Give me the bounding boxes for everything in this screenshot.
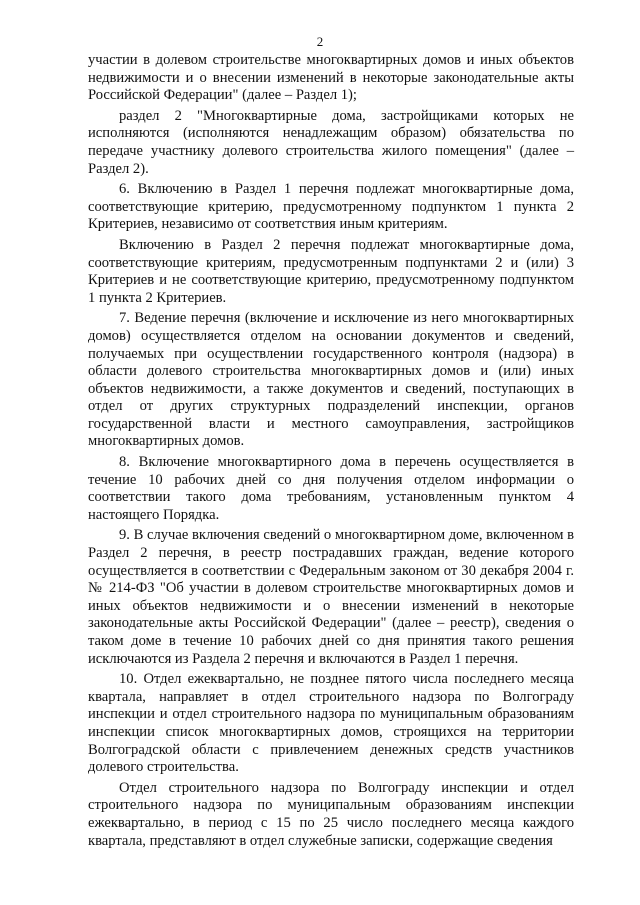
paragraph-item-7: 7. Ведение перечня (включение и исключение из него многоквартирных домов) осуществляется отделом на основании документов и сведений, получаемых при осуществлении государственного контроля (надзора) в области долевого строительства многоквартирных домов и (или) иных объектов недвижимости, а также документов и сведений, поступающих в отдел от других структурных подразделений инспекции, органов государственной власти и местного самоуправления, застройщиков многоквартирных домов. [88, 310, 574, 450]
paragraph-item-10-continuation: Отдел строительного надзора по Волгограду инспекции и отдел строительного надзора по муниципальным образованиям инспекции ежеквартально, в период с 15 по 25 число последнего месяца каждого квартала, представляют в отдел служебные записки, содержащие сведения [88, 779, 574, 849]
document-body [88, 52, 574, 853]
paragraph-item-6-section-2: Включению в Раздел 2 перечня подлежат многоквартирные дома, соответствующие критериям, предусмотренным подпунктами 2 и (или) 3 Критериев и не соответствующие критерию, предусмотренному подпунктом 1 пункта 2 Критериев. [88, 236, 574, 306]
paragraph-item-10: 10. Отдел ежеквартально, не позднее пятого числа последнего месяца квартала, направляет в отдел строительного надзора по Волгограду инспекции и отдел строительного надзора по муниципальным образованиям инспекции список многоквартирных домов, строящихся на территории Волгоградской области с привлечением денежных средств участников долевого строительства. [88, 671, 574, 776]
paragraph-item-8: 8. Включение многоквартирного дома в перечень осуществляется в течение 10 рабочих дней со дня получения отделом информации о соответствии такого дома требованиям, установленным пунктом 4 настоящего Порядка. [88, 454, 574, 523]
page-number: 2 [316, 34, 324, 49]
paragraph-section-1-continuation: участии в долевом строительстве многоквартирных домов и иных объектов недвижимости и о внесении изменений в некоторые законодательные акты Российской Федерации" (далее – Раздел 1); [88, 52, 574, 104]
paragraph-item-9: 9. В случае включения сведений о многоквартирном доме, включенном в Раздел 2 перечня, в реестр пострадавших граждан, ведение которого осуществляется в соответствии с Федеральным законом от 30 декабря 2004 г. № 214-ФЗ "Об участии в долевом строительстве многоквартирных домов и иных объектов недвижимости и о внесении изменений в некоторые законодательные акты Российской Федерации" (далее – реестр), сведения о таком доме в течение 10 рабочих дней со дня принятия такого решения исключаются из Раздела 2 перечня и включаются в Раздел 1 перечня. [88, 527, 574, 667]
paragraph-section-2-definition: раздел 2 "Многоквартирные дома, застройщиками которых не исполняются (исполняются ненадлежащим образом) обязательства по передаче участнику долевого строительства жилого помещения" (далее – Раздел 2). [88, 107, 574, 177]
paragraph-item-6: 6. Включению в Раздел 1 перечня подлежат многоквартирные дома, соответствующие критерию, предусмотренному подпунктом 1 пункта 2 Критериев, независимо от соответствия иным критериям. [88, 181, 574, 233]
